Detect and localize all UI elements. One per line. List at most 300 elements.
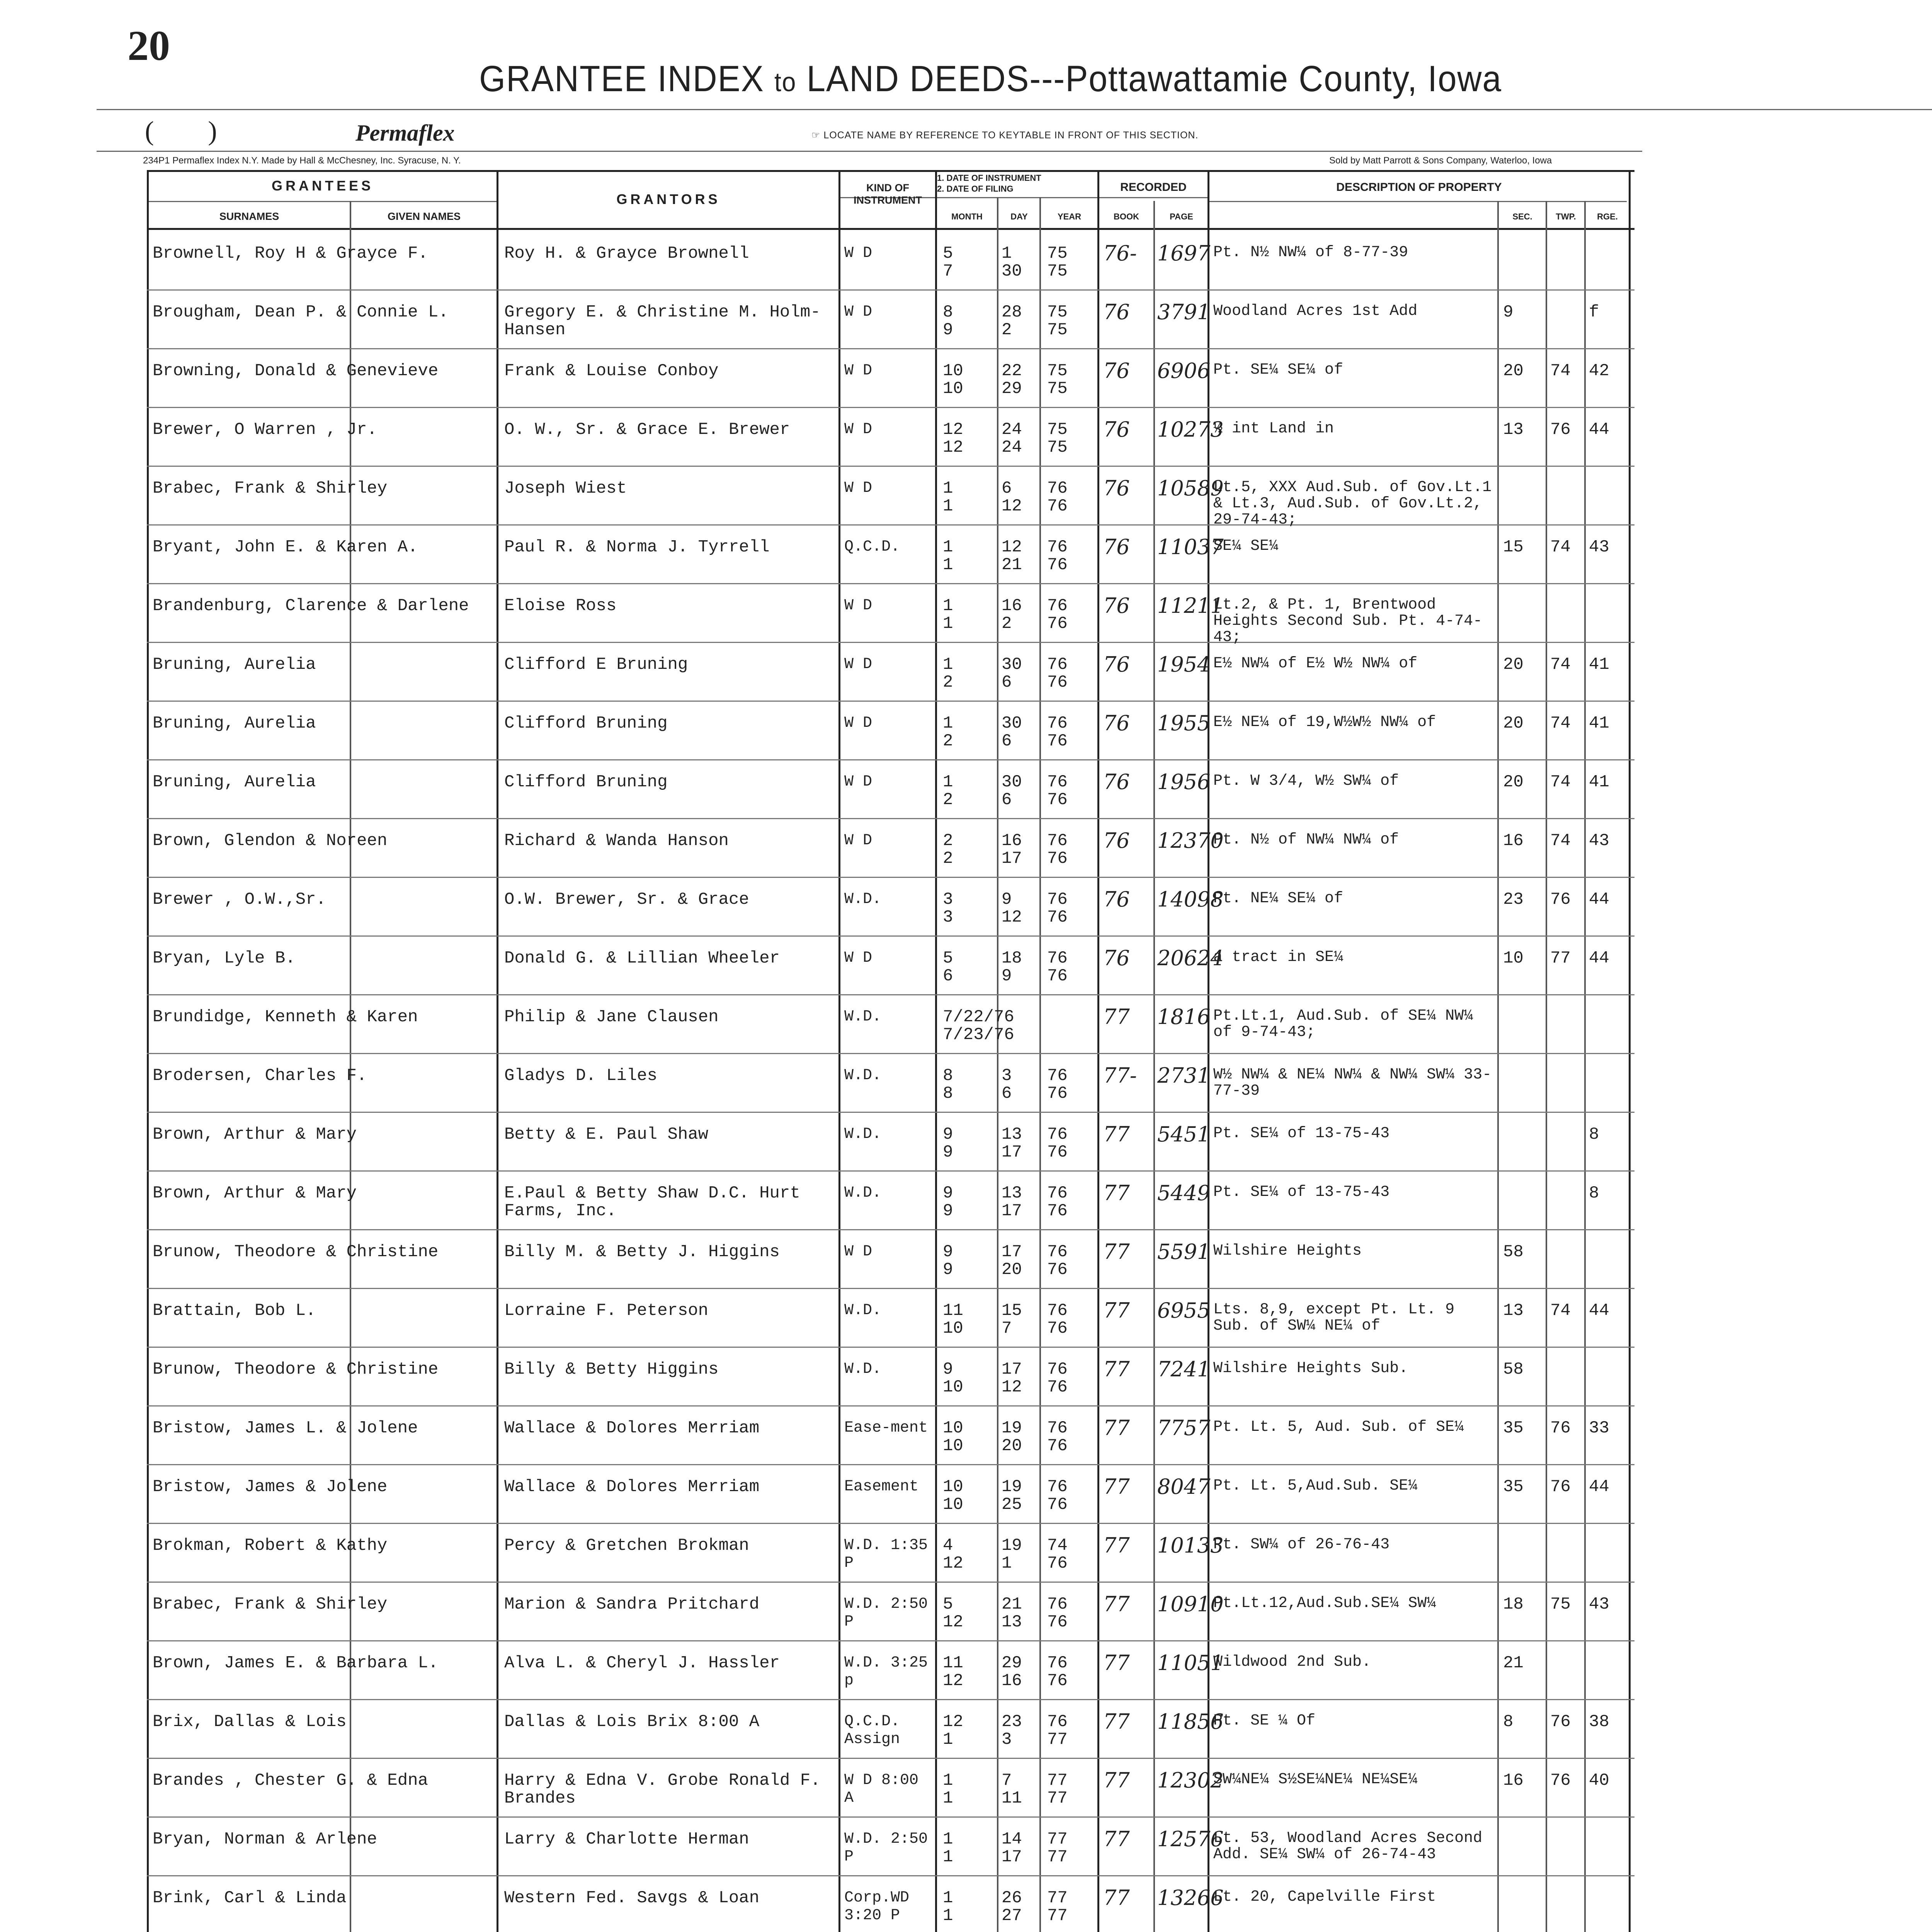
- cell-d2: 30: [1002, 262, 1022, 281]
- header-surnames: SURNAMES: [219, 211, 279, 222]
- cell-kind: W D 8:00 A: [844, 1772, 919, 1807]
- cell-grantee: Brunow, Theodore & Christine: [153, 1361, 439, 1378]
- cell-m: 5: [943, 949, 953, 968]
- cell-d: 19: [1002, 1536, 1022, 1555]
- cell-kind: W.D. 1:35 P: [844, 1537, 928, 1572]
- cell-y: 76: [1047, 890, 1068, 909]
- cell-page: 10133: [1157, 1533, 1224, 1558]
- key-parens: ( ): [145, 116, 217, 146]
- cell-d2: 17: [1002, 1201, 1022, 1221]
- cell-page: 1954: [1157, 652, 1211, 677]
- cell-rge: 44: [1589, 420, 1609, 439]
- cell-desc: Pt.Lt.12,Aud.Sub.SE¼ SW¼: [1213, 1595, 1436, 1612]
- cell-grantee: Bruning, Aurelia: [153, 714, 316, 732]
- row-separator: [147, 1582, 1634, 1583]
- cell-sec: 58: [1503, 1242, 1524, 1262]
- cell-page: 12302: [1157, 1768, 1224, 1793]
- cell-twp: 76: [1550, 420, 1571, 439]
- cell-book: 76: [1103, 300, 1130, 324]
- cell-y: 76: [1047, 1418, 1068, 1438]
- title-main: GRANTEE INDEX: [479, 58, 764, 99]
- cell-desc: Lt. 53, Woodland Acres Second Add. SE¼ SW¼ of 26-74-43: [1213, 1830, 1483, 1863]
- cell-page: 5449: [1157, 1181, 1211, 1205]
- cell-m2: 12: [943, 438, 963, 457]
- cell-grantor: Dallas & Lois Brix 8:00 A: [504, 1712, 760, 1731]
- cell-rge: 43: [1589, 831, 1609, 850]
- cell-book: 76: [1103, 711, 1130, 735]
- cell-d: 19: [1002, 1477, 1022, 1497]
- cell-grantee: Bryan, Lyle B.: [153, 949, 296, 967]
- row-separator: [147, 1112, 1634, 1113]
- cell-desc: W½ NW¼ & NE¼ NW¼ & NW¼ SW¼ 33-77-39: [1213, 1066, 1492, 1100]
- cell-grantee: Brown, Arthur & Mary: [153, 1126, 357, 1143]
- cell-book: 76-: [1103, 241, 1137, 265]
- cell-grantor: Clifford E Bruning: [504, 655, 688, 674]
- col-line-right: [1629, 170, 1631, 1932]
- cell-sec: 35: [1503, 1477, 1524, 1497]
- cell-grantor: Donald G. & Lillian Wheeler: [504, 949, 780, 968]
- cell-desc: Lt.2, & Pt. 1, Brentwood Heights Second Sub. Pt. 4-74-43;: [1213, 596, 1483, 646]
- cell-kind: W D: [844, 714, 872, 732]
- cell-y: 76: [1047, 1653, 1068, 1673]
- cell-m2: 10: [943, 1495, 963, 1514]
- cell-d2: 17: [1002, 1143, 1022, 1162]
- cell-desc: Pt. SW¼ of 26-76-43: [1213, 1536, 1390, 1553]
- cell-d: 9: [1002, 890, 1012, 909]
- cell-y: 74: [1047, 1536, 1068, 1555]
- cell-twp: 74: [1550, 772, 1571, 792]
- cell-y2: 75: [1047, 262, 1068, 281]
- cell-d: 28: [1002, 303, 1022, 322]
- cell-y2: 76: [1047, 790, 1068, 810]
- row-separator: [147, 759, 1634, 760]
- cell-book: 76: [1103, 946, 1130, 970]
- cell-m: 1: [943, 772, 953, 792]
- cell-twp: 76: [1550, 1477, 1571, 1497]
- cell-d2: 16: [1002, 1671, 1022, 1690]
- row-separator: [147, 583, 1634, 584]
- col-line-twp: [1546, 201, 1547, 1932]
- header-given-names: GIVEN NAMES: [387, 211, 461, 222]
- cell-m2: 9: [943, 1201, 953, 1221]
- cell-desc: Wildwood 2nd Sub.: [1213, 1653, 1371, 1671]
- cell-d2: 2: [1002, 320, 1012, 340]
- cell-grantor: E.Paul & Betty Shaw D.C. Hurt Farms, Inc.: [504, 1184, 800, 1221]
- cell-desc: Pt. Lt. 5, Aud. Sub. of SE¼: [1213, 1418, 1464, 1436]
- cell-d2: 12: [1002, 1378, 1022, 1397]
- header-sec: SEC.: [1512, 212, 1532, 221]
- cell-m: 11: [943, 1301, 963, 1320]
- cell-grantee: Brundidge, Kenneth & Karen: [153, 1008, 418, 1026]
- table-header-bottom: [147, 228, 1634, 230]
- cell-grantee: Brabec, Frank & Shirley: [153, 1595, 388, 1613]
- cell-y: 75: [1047, 420, 1068, 439]
- cell-kind: W.D.: [844, 1067, 882, 1084]
- cell-sec: 16: [1503, 1771, 1524, 1790]
- cell-grantee: Brunow, Theodore & Christine: [153, 1243, 439, 1261]
- cell-y2: 76: [1047, 1084, 1068, 1103]
- cell-m2: 7: [943, 262, 953, 281]
- cell-d2: 25: [1002, 1495, 1022, 1514]
- row-separator: [147, 1699, 1634, 1700]
- cell-twp: 74: [1550, 714, 1571, 733]
- col-line-year: [1039, 197, 1041, 1932]
- cell-desc: Lts. 8,9, except Pt. Lt. 9 Sub. of SW¼ NE¼ of: [1213, 1301, 1455, 1335]
- cell-d: 6: [1002, 479, 1012, 498]
- cell-y2: 76: [1047, 1554, 1068, 1573]
- cell-y2: 75: [1047, 379, 1068, 398]
- header-kind-of-instrument: KIND OF INSTRUMENT: [854, 182, 922, 206]
- cell-desc: Pt. Lt. 5,Aud.Sub. SE¼: [1213, 1477, 1418, 1495]
- cell-y2: 76: [1047, 1319, 1068, 1338]
- cell-y: 76: [1047, 1477, 1068, 1497]
- cell-rge: 40: [1589, 1771, 1609, 1790]
- cell-grantor: Harry & Edna V. Grobe Ronald F. Brandes: [504, 1771, 821, 1808]
- cell-m2: 2: [943, 849, 953, 868]
- top-rule: [97, 109, 1932, 110]
- cell-grantee: Brink, Carl & Linda: [153, 1889, 347, 1907]
- cell-d: 7: [1002, 1771, 1012, 1790]
- cell-twp: 74: [1550, 361, 1571, 381]
- cell-rge: 43: [1589, 1595, 1609, 1614]
- cell-d: 30: [1002, 772, 1022, 792]
- cell-m2: 9: [943, 1143, 953, 1162]
- cell-grantor: Alva L. & Cheryl J. Hassler: [504, 1653, 780, 1673]
- cell-y2: 76: [1047, 731, 1068, 751]
- cell-sec: 15: [1503, 537, 1524, 557]
- cell-m: 1: [943, 479, 953, 498]
- cell-grantee: Bristow, James & Jolene: [153, 1478, 388, 1496]
- cell-m: 7/22/76: [943, 1007, 1014, 1027]
- header-recorded: RECORDED: [1120, 181, 1187, 194]
- row-separator: [147, 1640, 1634, 1641]
- cell-page: 6906: [1157, 359, 1211, 383]
- cell-m2: 9: [943, 320, 953, 340]
- cell-kind: W.D.: [844, 1126, 882, 1143]
- cell-book: 77: [1103, 1886, 1130, 1910]
- locate-note: ☞ LOCATE NAME BY REFERENCE TO KEYTABLE IN FRONT OF THIS SECTION.: [811, 130, 1199, 141]
- cell-d: 3: [1002, 1066, 1012, 1085]
- col-line-book: [1097, 170, 1099, 1932]
- cell-m: 8: [943, 303, 953, 322]
- cell-twp: 76: [1550, 890, 1571, 909]
- cell-y: 76: [1047, 1066, 1068, 1085]
- cell-kind: W D: [844, 773, 872, 791]
- cell-page: 10273: [1157, 417, 1224, 442]
- cell-kind: W.D.: [844, 1361, 882, 1378]
- cell-d2: 21: [1002, 555, 1022, 575]
- cell-kind: W.D.: [844, 1302, 882, 1319]
- cell-twp: 76: [1550, 1418, 1571, 1438]
- cell-grantor: Gladys D. Liles: [504, 1066, 658, 1085]
- cell-page: 7757: [1157, 1416, 1211, 1440]
- cell-rge: 44: [1589, 1477, 1609, 1497]
- cell-page: 11037: [1157, 535, 1224, 559]
- cell-desc: Pt. SE ¼ Of: [1213, 1712, 1316, 1730]
- cell-d2: 3: [1002, 1730, 1012, 1749]
- cell-y: 75: [1047, 244, 1068, 263]
- cell-book: 76: [1103, 417, 1130, 442]
- cell-grantee: Bruning, Aurelia: [153, 656, 316, 673]
- cell-sec: 20: [1503, 655, 1524, 674]
- cell-desc: E½ NE¼ of 19,W½W½ NW¼ of: [1213, 714, 1436, 731]
- cell-book: 77: [1103, 1005, 1130, 1029]
- desc-sub-rule: [1208, 201, 1627, 202]
- cell-y: 76: [1047, 949, 1068, 968]
- cell-d: 19: [1002, 1418, 1022, 1438]
- cell-y2: 76: [1047, 1612, 1068, 1632]
- cell-m: 9: [943, 1360, 953, 1379]
- cell-desc: Pt. SE¼ of 13-75-43: [1213, 1125, 1390, 1142]
- row-separator: [147, 407, 1634, 408]
- cell-sec: 10: [1503, 949, 1524, 968]
- cell-y: 76: [1047, 1125, 1068, 1144]
- cell-y2: 76: [1047, 673, 1068, 692]
- cell-desc: Pt. W 3/4, W½ SW¼ of: [1213, 772, 1399, 790]
- row-separator: [147, 348, 1634, 349]
- cell-grantor: Gregory E. & Christine M. Holm-Hansen: [504, 303, 821, 340]
- cell-grantee: Bryan, Norman & Arlene: [153, 1830, 377, 1848]
- cell-twp: 76: [1550, 1712, 1571, 1731]
- cell-m: 8: [943, 1066, 953, 1085]
- cell-d2: 6: [1002, 1084, 1012, 1103]
- cell-m2: 1: [943, 1730, 953, 1749]
- cell-page: 1816: [1157, 1005, 1211, 1029]
- cell-page: 7241: [1157, 1357, 1211, 1381]
- cell-m: 1: [943, 596, 953, 616]
- cell-grantor: Lorraine F. Peterson: [504, 1301, 709, 1320]
- cell-y: 76: [1047, 1360, 1068, 1379]
- cell-y2: 75: [1047, 438, 1068, 457]
- cell-desc: Pt. NE¼ SE¼ of: [1213, 890, 1344, 907]
- cell-d2: 6: [1002, 673, 1012, 692]
- cell-rge: 44: [1589, 949, 1609, 968]
- cell-d2: 12: [1002, 497, 1022, 516]
- cell-page: 10910: [1157, 1592, 1224, 1616]
- page-title: [479, 58, 1502, 100]
- cell-grantee: Brownell, Roy H & Grayce F.: [153, 245, 428, 262]
- cell-desc: Lt. 20, Capelville First: [1213, 1888, 1436, 1906]
- cell-book: 77: [1103, 1416, 1130, 1440]
- cell-kind: W.D.: [844, 1008, 882, 1026]
- cell-y2: 77: [1047, 1847, 1068, 1867]
- cell-rge: 33: [1589, 1418, 1609, 1438]
- cell-desc: a tract in SE¼: [1213, 949, 1344, 966]
- cell-d2: 20: [1002, 1436, 1022, 1456]
- cell-book: 76: [1103, 770, 1130, 794]
- cell-m: 10: [943, 361, 963, 381]
- cell-y2: 76: [1047, 1201, 1068, 1221]
- cell-grantee: Bryant, John E. & Karen A.: [153, 538, 418, 556]
- cell-kind: Corp.WD 3:20 P: [844, 1889, 910, 1924]
- cell-desc: SW¼NE¼ S½SE¼NE¼ NE¼SE¼: [1213, 1771, 1418, 1788]
- cell-book: 77: [1103, 1181, 1130, 1205]
- col-line-rge: [1584, 201, 1586, 1932]
- cell-m: 11: [943, 1653, 963, 1673]
- cell-y: 76: [1047, 1301, 1068, 1320]
- col-line-grantors: [497, 170, 498, 1932]
- cell-book: 76: [1103, 535, 1130, 559]
- row-separator: [147, 701, 1634, 702]
- row-separator: [147, 818, 1634, 819]
- cell-m2: 1: [943, 1847, 953, 1867]
- cell-grantor: Clifford Bruning: [504, 772, 668, 792]
- cell-kind: W D: [844, 949, 872, 967]
- row-separator: [147, 466, 1634, 467]
- header-grantors: GRANTORS: [616, 191, 721, 207]
- row-separator: [147, 1875, 1634, 1876]
- col-line-day: [997, 197, 998, 1932]
- cell-page: 14098: [1157, 887, 1224, 912]
- cell-d: 30: [1002, 714, 1022, 733]
- cell-desc: Wilshire Heights: [1213, 1242, 1362, 1260]
- cell-page: 11211: [1157, 594, 1224, 618]
- cell-m2: 1: [943, 614, 953, 633]
- cell-y: 76: [1047, 1184, 1068, 1203]
- cell-y2: 76: [1047, 849, 1068, 868]
- cell-book: 76: [1103, 359, 1130, 383]
- header-date-line2: 2. DATE OF FILING: [937, 184, 1014, 194]
- cell-twp: 74: [1550, 537, 1571, 557]
- cell-page: 12576: [1157, 1827, 1224, 1851]
- col-line-sec: [1497, 201, 1499, 1932]
- cell-page: 20624: [1157, 946, 1224, 970]
- cell-page: 5591: [1157, 1240, 1211, 1264]
- cell-page: 11856: [1157, 1709, 1224, 1734]
- cell-m2: 1: [943, 497, 953, 516]
- col-line-given: [350, 201, 351, 1932]
- cell-m2: 3: [943, 908, 953, 927]
- cell-grantor: Wallace & Dolores Merriam: [504, 1418, 760, 1438]
- col-line-month: [935, 170, 937, 1932]
- row-separator: [147, 1347, 1634, 1348]
- cell-y: 76: [1047, 1595, 1068, 1614]
- cell-m: 9: [943, 1242, 953, 1262]
- cell-m: 2: [943, 831, 953, 850]
- cell-sec: 9: [1503, 303, 1514, 322]
- cell-y: 76: [1047, 1242, 1068, 1262]
- cell-y2: 76: [1047, 555, 1068, 575]
- cell-desc: Pt.Lt.1, Aud.Sub. of SE¼ NW¼ of 9-74-43;: [1213, 1007, 1473, 1041]
- cell-m: 1: [943, 714, 953, 733]
- cell-d: 29: [1002, 1653, 1022, 1673]
- cell-grantee: Bruning, Aurelia: [153, 773, 316, 791]
- col-line-page: [1153, 201, 1155, 1932]
- cell-m2: 12: [943, 1671, 963, 1690]
- cell-sec: 13: [1503, 1301, 1524, 1320]
- cell-d2: 20: [1002, 1260, 1022, 1279]
- header-page: PAGE: [1170, 212, 1193, 221]
- cell-book: 76: [1103, 887, 1130, 912]
- cell-d: 15: [1002, 1301, 1022, 1320]
- cell-y2: 76: [1047, 1671, 1068, 1690]
- title-rest: LAND DEEDS---Pottawattamie County, Iowa: [806, 58, 1502, 99]
- cell-m2: 2: [943, 731, 953, 751]
- cell-kind: W.D. 2:50 P: [844, 1595, 928, 1631]
- cell-m: 10: [943, 1418, 963, 1438]
- cell-d: 16: [1002, 596, 1022, 616]
- cell-kind: Easement: [844, 1478, 919, 1495]
- cell-y2: 76: [1047, 908, 1068, 927]
- cell-grantor: O.W. Brewer, Sr. & Grace: [504, 890, 749, 909]
- cell-book: 76: [1103, 476, 1130, 500]
- header-year: YEAR: [1057, 212, 1082, 221]
- cell-sec: 16: [1503, 831, 1524, 850]
- cell-d2: 12: [1002, 908, 1022, 927]
- cell-m: 5: [943, 244, 953, 263]
- cell-twp: 75: [1550, 1595, 1571, 1614]
- cell-grantor: O. W., Sr. & Grace E. Brewer: [504, 420, 790, 439]
- cell-m2: 2: [943, 790, 953, 810]
- cell-y2: 77: [1047, 1730, 1068, 1749]
- cell-desc: Pt. SE¼ SE¼ of: [1213, 361, 1344, 379]
- cell-sec: 20: [1503, 714, 1524, 733]
- cell-d2: 2: [1002, 614, 1012, 633]
- cell-grantee: Brokman, Robert & Kathy: [153, 1537, 388, 1554]
- cell-d: 13: [1002, 1125, 1022, 1144]
- cell-y: 76: [1047, 479, 1068, 498]
- cell-d: 17: [1002, 1242, 1022, 1262]
- cell-rge: 44: [1589, 1301, 1609, 1320]
- header-rge: RGE.: [1597, 212, 1618, 221]
- cell-m2: 12: [943, 1612, 963, 1632]
- cell-grantor: Clifford Bruning: [504, 714, 668, 733]
- cell-desc: Pt. N½ of NW¼ NW¼ of: [1213, 831, 1399, 849]
- cell-page: 12370: [1157, 828, 1224, 853]
- cell-d: 14: [1002, 1830, 1022, 1849]
- cell-m: 4: [943, 1536, 953, 1555]
- cell-page: 2731: [1157, 1063, 1211, 1088]
- cell-d: 13: [1002, 1184, 1022, 1203]
- cell-m: 1: [943, 1888, 953, 1908]
- grantees-sub-rule: [149, 201, 497, 202]
- cell-grantee: Bristow, James L. & Jolene: [153, 1419, 418, 1437]
- cell-book: 77: [1103, 1768, 1130, 1793]
- cell-y2: 76: [1047, 1436, 1068, 1456]
- row-separator: [147, 1758, 1634, 1759]
- cell-m: 9: [943, 1184, 953, 1203]
- cell-m2: 1: [943, 555, 953, 575]
- cell-book: 77: [1103, 1475, 1130, 1499]
- cell-kind: Q.C.D. Assign: [844, 1713, 900, 1748]
- cell-twp: 76: [1550, 1771, 1571, 1790]
- cell-grantor: Percy & Gretchen Brokman: [504, 1536, 749, 1555]
- cell-grantee: Brewer , O.W.,Sr.: [153, 891, 326, 908]
- cell-book: 77: [1103, 1651, 1130, 1675]
- cell-book: 77-: [1103, 1063, 1137, 1088]
- cell-d: 23: [1002, 1712, 1022, 1731]
- row-separator: [147, 1053, 1634, 1054]
- cell-m: 1: [943, 655, 953, 674]
- cell-desc: SE¼ SE¼: [1213, 537, 1279, 555]
- cell-d2: 9: [1002, 966, 1012, 986]
- title-to: to: [774, 67, 797, 97]
- cell-desc: Pt. SE¼ of 13-75-43: [1213, 1184, 1390, 1201]
- cell-m: 1: [943, 537, 953, 557]
- cell-d: 22: [1002, 361, 1022, 381]
- cell-kind: W.D.: [844, 891, 882, 908]
- row-separator: [147, 1405, 1634, 1406]
- cell-kind: W D: [844, 597, 872, 614]
- cell-y: 76: [1047, 772, 1068, 792]
- brand-logo: Permaflex: [355, 120, 455, 146]
- cell-y: 75: [1047, 303, 1068, 322]
- cell-d: 24: [1002, 420, 1022, 439]
- cell-rge: 42: [1589, 361, 1609, 381]
- cell-kind: W D: [844, 303, 872, 321]
- table-top-border: [147, 170, 1634, 172]
- cell-sec: 21: [1503, 1653, 1524, 1673]
